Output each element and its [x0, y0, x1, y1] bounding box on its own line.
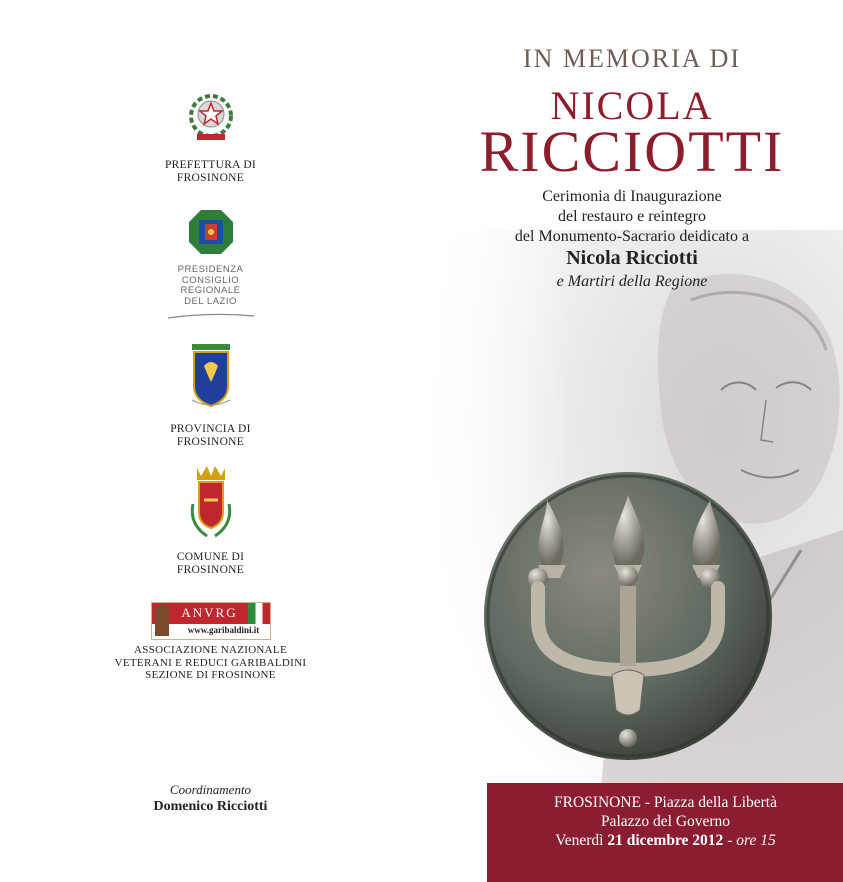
honoree-name: Nicola Ricciotti	[566, 247, 698, 269]
subtitle-line-3: del Monumento-Sacrario deidicato a	[514, 228, 750, 245]
event-location: FROSINONE - Piazza della Libertà	[554, 794, 777, 811]
anvrg-acronym: ANVRG	[181, 605, 238, 620]
bronze-medal-image	[482, 470, 774, 762]
sponsor-comune	[0, 464, 421, 577]
anvrg-logo	[151, 602, 271, 640]
regione-underline	[166, 312, 256, 320]
lazio-emblem-icon	[187, 208, 235, 256]
regione-label-4: DEL LAZIO	[184, 295, 237, 307]
prefettura-label-1: PREFETTURA DI	[164, 159, 257, 171]
event-datetime	[487, 831, 843, 850]
subtitle-line-2: del restauro e reintegro	[558, 208, 706, 225]
regione-label-3: REGIONALE	[180, 285, 241, 296]
anvrg-label-1: ASSOCIAZIONE NAZIONALE	[134, 644, 287, 656]
sponsor-prefettura	[0, 90, 421, 185]
sponsor-regione	[0, 208, 421, 325]
event-time: ore 15	[736, 832, 776, 849]
sponsor-provincia	[0, 336, 421, 449]
title-nicola: NICOLA	[550, 83, 714, 128]
sponsor-anvrg	[0, 602, 421, 682]
regione-label-1: PRESIDENZA	[177, 264, 244, 275]
anvrg-label-3: SEZIONE DI FROSINONE	[145, 669, 276, 681]
provincia-shield-icon	[184, 336, 238, 412]
event-info-box	[487, 783, 843, 882]
event-venue: Palazzo del Governo	[600, 813, 731, 830]
italian-emblem-icon	[184, 90, 238, 146]
title-in-memoria: IN MEMORIA DI	[522, 44, 742, 73]
coordination-name: Domenico Ricciotti	[153, 799, 268, 814]
anvrg-label-2: VETERANI E REDUCI GARIBALDINI	[114, 656, 307, 669]
regione-label-2: CONSIGLIO	[181, 274, 240, 286]
prefettura-label-2: FROSINONE	[176, 172, 245, 184]
anvrg-url: www.garibaldini.it	[187, 625, 260, 635]
comune-label-1: COMUNE DI	[176, 551, 245, 563]
provincia-label-1: PROVINCIA DI	[170, 423, 251, 435]
event-dash: -	[727, 832, 733, 849]
subtitle-line-1: Cerimonia di Inaugurazione	[542, 188, 722, 205]
garibaldi-figure-icon	[155, 606, 169, 636]
event-date: 21 dicembre 2012	[607, 832, 724, 849]
coordination-role: Coordinamento	[169, 782, 252, 797]
comune-label-2: FROSINONE	[176, 564, 245, 576]
honoree-subtitle: e Martiri della Regione	[556, 273, 708, 290]
event-day: Venerdì	[555, 832, 604, 849]
comune-shield-icon	[187, 464, 235, 542]
title-ricciotti: RICCIOTTI	[479, 119, 785, 184]
provincia-label-2: FROSINONE	[176, 436, 245, 448]
